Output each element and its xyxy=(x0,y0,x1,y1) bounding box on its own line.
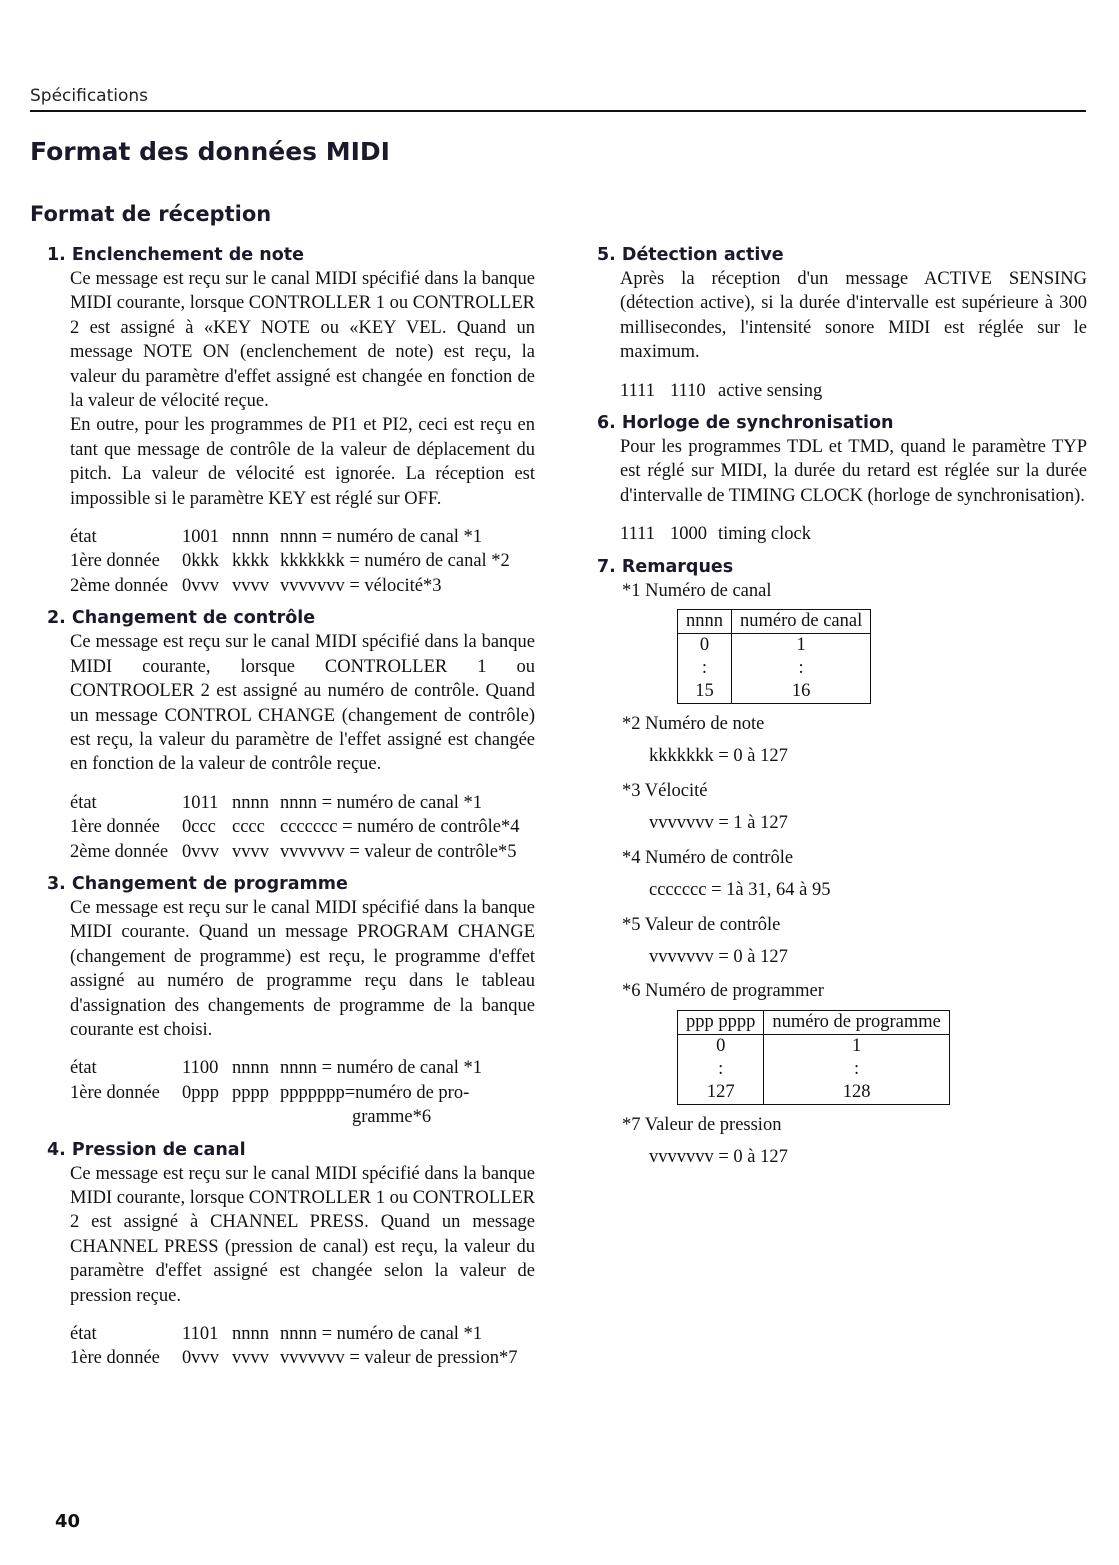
code-bits: pppp xyxy=(232,1082,269,1103)
code-label: 2ème donnée xyxy=(70,841,169,862)
page-number: 40 xyxy=(55,1511,81,1532)
note-value: vvvvvvv = 1 à 127 xyxy=(649,813,788,834)
section-title: Format de réception xyxy=(30,202,272,226)
code-bits: nnnn xyxy=(232,527,269,548)
section-heading: 7. Remarques xyxy=(597,556,734,577)
code-bits: 1011 xyxy=(182,792,219,813)
code-desc: ccccccc = numéro de contrôle*4 xyxy=(280,817,520,838)
code-block xyxy=(70,525,535,598)
table-row xyxy=(678,657,871,680)
paragraph: Ce message est reçu sur le canal MIDI spécifié dans la banque MIDI courante, lorsque CONTROLLER 1 ou CONTROLLER 2 est assigné à CHANNEL PRESS. Quand un message CHANNEL PRESS (pression de canal) est reçu, la valeur du paramètre d'effet assigné est changée selon la valeur de pression reçue. xyxy=(70,1163,536,1306)
code-bits: vvvv xyxy=(232,575,269,596)
section-channel-pressure xyxy=(47,1138,535,1371)
note-value: ccccccc = 1à 31, 64 à 95 xyxy=(649,880,831,901)
code-desc: vvvvvvv = vélocité*3 xyxy=(280,575,442,596)
note-6 xyxy=(622,979,1087,1104)
left-column xyxy=(47,243,535,1379)
table-row xyxy=(678,634,871,658)
code-desc: active sensing xyxy=(718,380,823,401)
code-label: état xyxy=(70,792,97,813)
running-header: Spécifications xyxy=(30,86,149,106)
table-row xyxy=(678,680,871,704)
note-title: *5 Valeur de contrôle xyxy=(622,914,781,935)
paragraph: Après la réception d'un message ACTIVE SENSING (détection active), si la durée d'intervalle est supérieure à 300 millisecondes, l'intensité sonore MIDI est réglée sur le maximum. xyxy=(620,269,1087,363)
section-heading: 6. Horloge de synchronisation xyxy=(597,413,894,434)
section-heading: 4. Pression de canal xyxy=(47,1139,246,1160)
table-cell: : xyxy=(678,657,732,680)
note-3 xyxy=(622,779,1087,836)
table-row xyxy=(678,1058,950,1081)
note-title: *2 Numéro de note xyxy=(622,714,765,735)
section-control-change xyxy=(47,606,535,864)
code-block xyxy=(620,522,1087,546)
code-label: état xyxy=(70,1324,97,1345)
code-bits: 1001 xyxy=(182,527,219,548)
note-title: *1 Numéro de canal xyxy=(622,580,772,601)
table-row xyxy=(678,1034,950,1058)
note-title: *6 Numéro de programmer xyxy=(622,981,824,1002)
code-label: 1ère donnée xyxy=(70,1082,160,1103)
code-bits: cccc xyxy=(232,817,265,838)
note-value: vvvvvvv = 0 à 127 xyxy=(649,1147,788,1168)
right-column xyxy=(597,243,1087,1180)
note-4 xyxy=(622,846,1087,903)
section-heading: 5. Détection active xyxy=(597,245,784,265)
code-desc: nnnn = numéro de canal *1 xyxy=(280,792,483,813)
section-remarks xyxy=(597,555,1087,1170)
code-bits: 1100 xyxy=(182,1058,219,1079)
code-bits: nnnn xyxy=(232,792,269,813)
table-cell: 0 xyxy=(678,1034,764,1058)
code-desc: nnnn = numéro de canal *1 xyxy=(280,1324,483,1345)
code-label: 1ère donnée xyxy=(70,1348,160,1369)
paragraph: En outre, pour les programmes de PI1 et PI2, ceci est reçu en tant que message de contrôle de la valeur de déplacement du pitch. La valeur de vélocité est ignorée. La réception est impossible si le paramètre KEY est réglé sur OFF. xyxy=(70,415,535,509)
page-title: Format des données MIDI xyxy=(30,137,390,166)
code-label: 2ème donnée xyxy=(70,575,169,596)
table-header: numéro de programme xyxy=(764,1010,950,1034)
code-bits: 0vvv xyxy=(182,1348,219,1369)
paragraph: Ce message est reçu sur le canal MIDI spécifié dans la banque MIDI courante. Quand un message PROGRAM CHANGE (changement de programme) est reçu, le programme d'effet assigné au numéro de programme reçu dans le tableau d'assignation des changements de programme de la banque courante est choisi. xyxy=(70,897,535,1040)
code-bits: 1111 xyxy=(620,524,655,545)
table-header: numéro de canal xyxy=(732,610,871,634)
note-title: *3 Vélocité xyxy=(622,780,708,801)
note-title: *4 Numéro de contrôle xyxy=(622,847,794,868)
code-desc: nnnn = numéro de canal *1 xyxy=(280,1058,483,1079)
code-desc: timing clock xyxy=(718,524,811,545)
code-bits: 1101 xyxy=(182,1324,219,1345)
table-cell: 16 xyxy=(732,680,871,704)
table-row xyxy=(678,1081,950,1105)
code-bits: vvvv xyxy=(232,1348,269,1369)
table-cell: : xyxy=(678,1058,764,1081)
note-2 xyxy=(622,712,1087,769)
code-block xyxy=(70,791,535,864)
note-1 xyxy=(622,579,1087,704)
code-bits: kkkk xyxy=(232,551,269,572)
section-note-on xyxy=(47,243,535,598)
table-cell: 127 xyxy=(678,1081,764,1105)
paragraph: Ce message est reçu sur le canal MIDI spécifié dans la banque MIDI courante, lorsque CONTROLLER 1 ou CONTROOLER 2 est assigné au numéro de contrôle. Quand un message CONTROL CHANGE (changement de contrôle) est reçu, la valeur du paramètre de l'effet assigné est changée en fonction de la valeur de contrôle reçue. xyxy=(70,632,535,775)
code-bits: 0ccc xyxy=(182,817,216,838)
code-block xyxy=(70,1056,535,1129)
table-cell: : xyxy=(764,1058,950,1081)
table-cell: 128 xyxy=(764,1081,950,1105)
table-cell: 15 xyxy=(678,680,732,704)
channel-table xyxy=(677,609,871,704)
code-label: 1ère donnée xyxy=(70,551,160,572)
header-rule xyxy=(30,110,1086,112)
table-cell: 1 xyxy=(764,1034,950,1058)
code-desc: nnnn = numéro de canal *1 xyxy=(280,527,483,548)
code-desc: ppppppp=numéro de pro- xyxy=(280,1082,470,1103)
code-desc: vvvvvvv = valeur de contrôle*5 xyxy=(280,841,517,862)
code-bits: vvvv xyxy=(232,841,269,862)
paragraph: Ce message est reçu sur le canal MIDI spécifié dans la banque MIDI courante, lorsque CONTROLLER 1 ou CONTROLLER 2 est assigné à «KEY NOTE ou «KEY VEL. Quand un message NOTE ON (enclenchement de note) est reçu, la valeur du paramètre d'effet assigné est changée en fonction de la valeur de vélocité reçue. xyxy=(70,269,536,412)
code-desc: kkkkkkk = numéro de canal *2 xyxy=(280,551,510,572)
table-header: ppp pppp xyxy=(678,1010,764,1034)
section-heading: 2. Changement de contrôle xyxy=(47,608,316,629)
code-bits: 0vvv xyxy=(182,841,219,862)
code-block xyxy=(70,1322,535,1371)
code-bits: 0kkk xyxy=(182,551,219,572)
code-bits: 1111 xyxy=(620,380,655,401)
table-cell: 0 xyxy=(678,634,732,658)
section-heading: 3. Changement de programme xyxy=(47,873,348,894)
section-timing-clock xyxy=(597,411,1087,547)
note-value: kkkkkkk = 0 à 127 xyxy=(649,746,788,767)
paragraph: Pour les programmes TDL et TMD, quand le paramètre TYP est réglé sur MIDI, la durée du retard est réglée sur la durée d'intervalle de TIMING CLOCK (horloge de synchronisation). xyxy=(620,437,1087,506)
note-title: *7 Valeur de pression xyxy=(622,1114,782,1135)
code-label: état xyxy=(70,1058,97,1079)
section-active-sensing xyxy=(597,243,1087,403)
table-cell: 1 xyxy=(732,634,871,658)
code-block xyxy=(620,379,1087,403)
code-bits: nnnn xyxy=(232,1058,269,1079)
table-cell: : xyxy=(732,657,871,680)
table-header: nnnn xyxy=(678,610,732,634)
code-bits: nnnn xyxy=(232,1324,269,1345)
note-7 xyxy=(622,1113,1087,1170)
code-bits: 1000 xyxy=(670,524,707,545)
section-heading: 1. Enclenchement de note xyxy=(47,245,304,265)
program-table xyxy=(677,1010,950,1105)
code-bits: 0ppp xyxy=(182,1082,219,1103)
code-desc: vvvvvvv = valeur de pression*7 xyxy=(280,1348,518,1369)
note-5 xyxy=(622,913,1087,970)
code-label: 1ère donnée xyxy=(70,817,160,838)
code-bits: 1110 xyxy=(670,380,706,401)
code-label: état xyxy=(70,527,97,548)
section-program-change xyxy=(47,872,535,1130)
note-value: vvvvvvv = 0 à 127 xyxy=(649,946,788,967)
code-bits: 0vvv xyxy=(182,575,219,596)
code-desc: gramme*6 xyxy=(352,1107,432,1128)
